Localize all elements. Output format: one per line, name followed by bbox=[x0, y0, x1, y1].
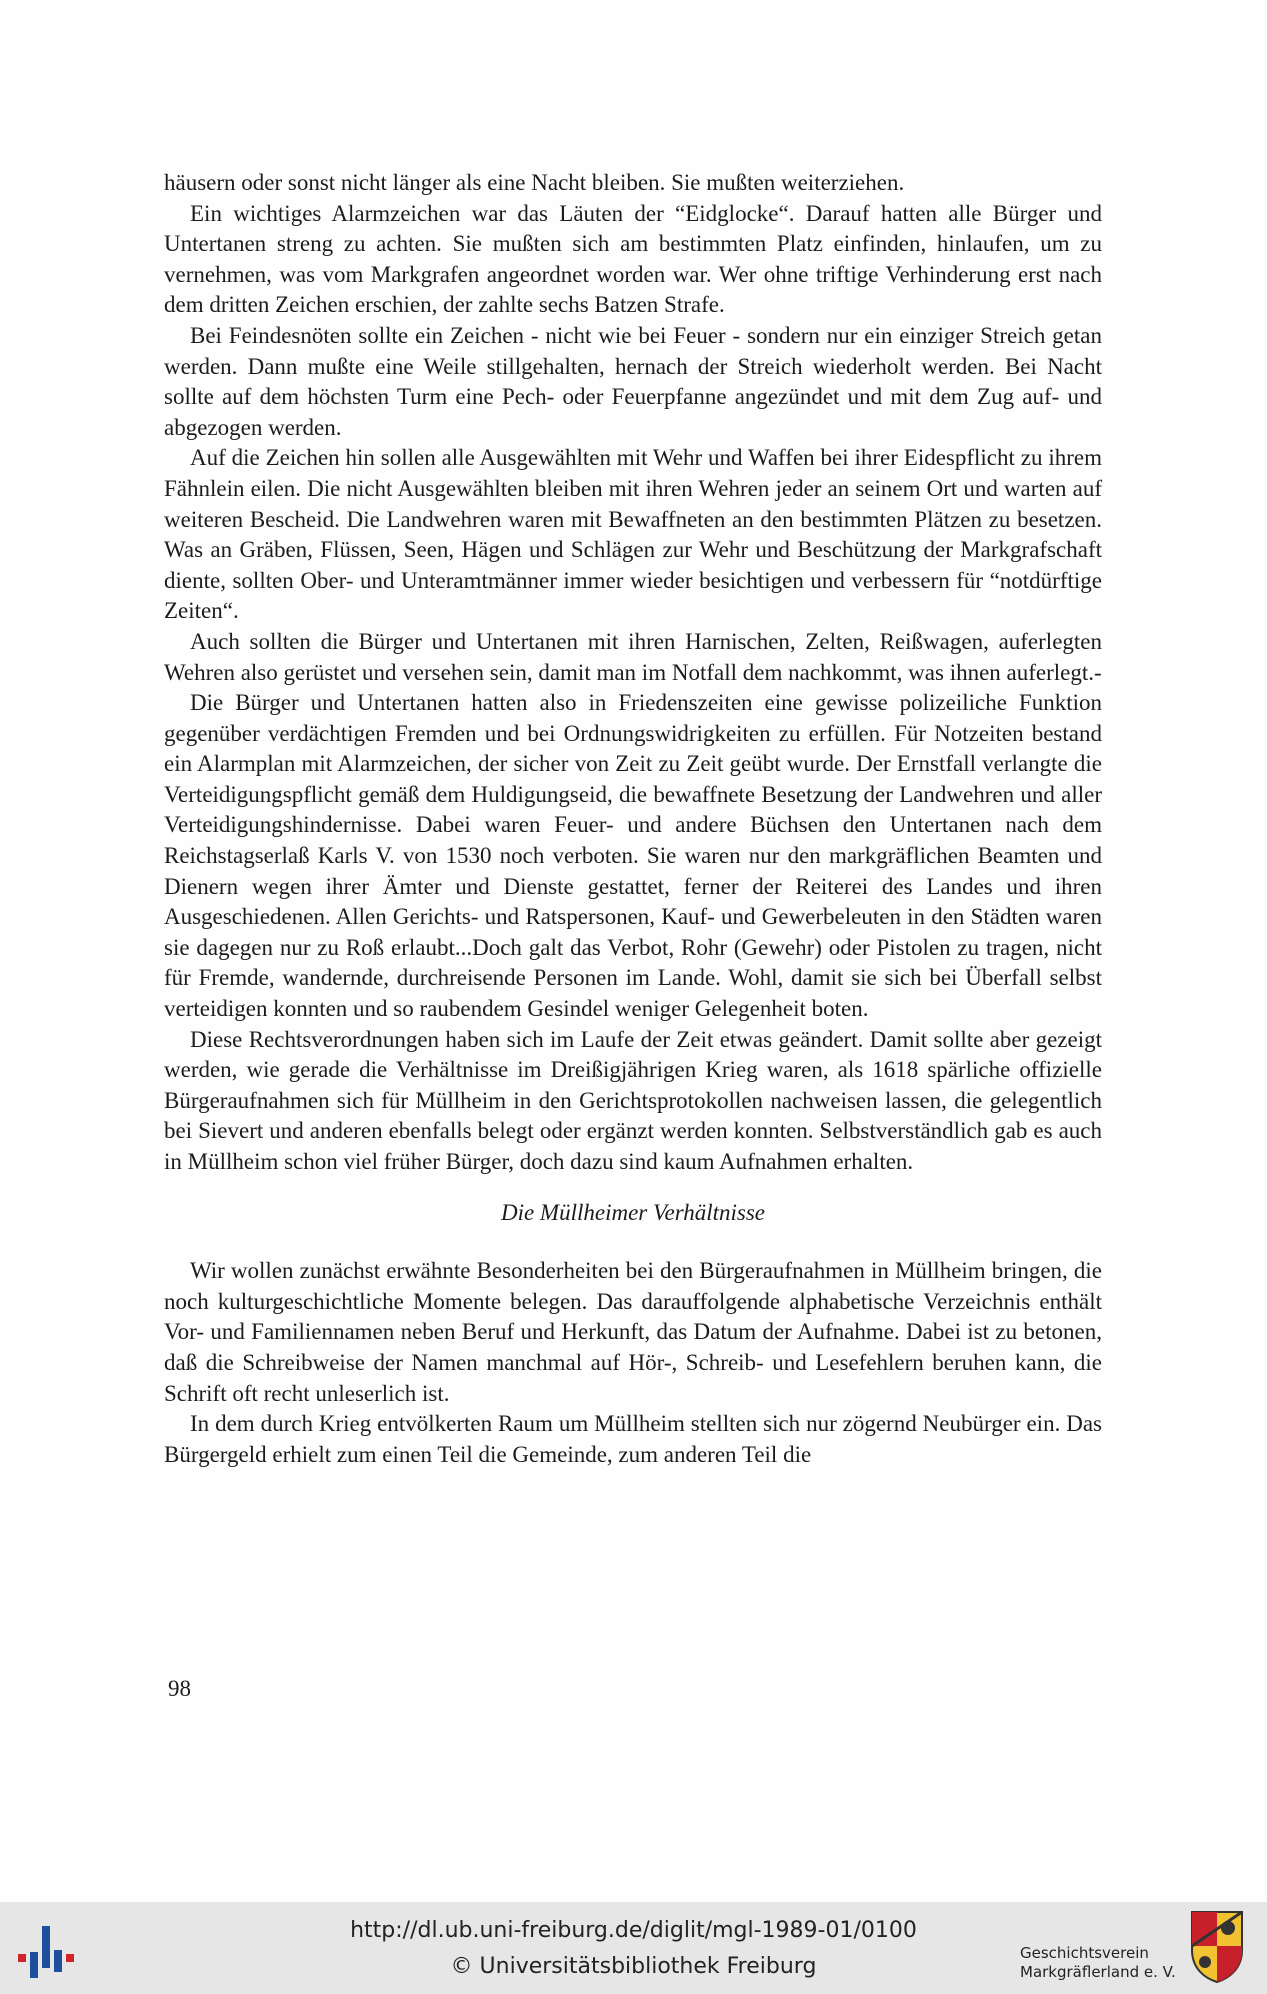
copyright-notice: © Universitätsbibliothek Freiburg bbox=[450, 1954, 817, 1979]
paragraph: Die Bürger und Untertanen hatten also in Friedenszeiten eine gewisse polizeiliche Funktion gegenüber verdächtigen Fremden und bei Ordnungswidrigkeiten zu erfüllen. Für Notzeiten bestand ein Alarmplan mit Alarmzeichen, der sicher von Zeit zu Zeit geübt wurde. Der Ernstfall verlangte die Verteidigungspflicht gemäß dem Huldigungseid, die bewaffnete Besetzung der Landwehren und aller Verteidigungshindernisse. Dabei waren Feuer- und andere Büchsen den Untertanen nach dem Reichstagserlaß Karls V. von 1530 noch verboten. Sie waren nur den markgräflichen Beamten und Dienern wegen ihrer Ämter und Dienste gestattet, ferner der Reiterei des Landes und ihren Ausgeschiedenen. Allen Gerichts- und Ratspersonen, Kauf- und Gewerbeleuten in den Städten waren sie dagegen nur zu Roß erlaubt...Doch galt das Verbot, Rohr (Gewehr) oder Pistolen zu tragen, nicht für Fremde, wandernde, durchreisende Personen im Lande. Wohl, damit sie sich bei Überfall selbst verteidigen konnten und so raubendem Gesindel weniger Gelegenheit boten. bbox=[164, 690, 1102, 1022]
society-name bbox=[1020, 1944, 1176, 1982]
page-number: 98 bbox=[168, 1676, 191, 1701]
paragraph: Diese Rechtsverordnungen haben sich im Laufe der Zeit etwas geändert. Damit sollte aber gezeigt werden, wie gerade die Verhältnisse im Dreißigjährigen Krieg waren, als 1618 spärliche offizielle Bürgeraufnahmen sich für Müllheim in den Gerichtsprotokollen nachweisen lassen, die gelegentlich bei Sievert und anderen ebenfalls belegt oder ergänzt werden konnten. Selbstverständlich gab es auch in Müllheim schon viel früher Bürger, doch dazu sind kaum Aufnahmen erhalten. bbox=[164, 1026, 1102, 1174]
paragraph: In dem durch Krieg entvölkerten Raum um Müllheim stellten sich nur zögernd Neubürger ein. Das Bürgergeld erhielt zum einen Teil die Gemeinde, zum anderen Teil die bbox=[164, 1411, 1102, 1467]
society-name-line: Geschichtsverein bbox=[1020, 1944, 1149, 1962]
society-name-line: Markgräflerland e. V. bbox=[1020, 1963, 1176, 1981]
paragraph: Auch sollten die Bürger und Untertanen mit ihren Harnischen, Zelten, Reißwagen, auferlegten Wehren also gerüstet und versehen sein, damit man im Notfall dem nachkommt, was ihnen auferlegt.- bbox=[164, 628, 1102, 685]
permalink-url[interactable]: http://dl.ub.uni-freiburg.de/diglit/mgl-1989-01/0100 bbox=[350, 1918, 917, 1943]
paragraph: Ein wichtiges Alarmzeichen war das Läuten der “Eidglocke“. Darauf hatten alle Bürger und Untertanen streng zu achten. Sie mußten sich am bestimmten Platz einfinden, hinlaufen, um zu vernehmen, was vom Markgrafen angeordnet worden war. Wer ohne triftige Verhinderung erst nach dem dritten Zeichen erschien, der zahlte sechs Batzen Strafe. bbox=[164, 200, 1102, 318]
paragraph: Wir wollen zunächst erwähnte Besonderheiten bei den Bürgeraufnahmen in Müllheim bringen, die noch kulturgeschichtliche Momente belegen. Das darauffolgende alphabetische Verzeichnis enthält Vor- und Familiennamen neben Beruf und Herkunft, das Datum der Aufnahme. Dabei ist zu betonen, daß die Schreibweise der Namen manchmal auf Hör-, Schreib- und Lesefehlern beruhen kann, die Schrift oft recht unleserlich ist. bbox=[164, 1258, 1102, 1406]
paragraph: Auf die Zeichen hin sollen alle Ausgewählten mit Wehr und Waffen bei ihrer Eidespflicht zu ihrem Fähnlein eilen. Die nicht Ausgewählten bleiben mit ihren Wehren jeder an seinem Ort und warten auf weiteren Bescheid. Die Landwehren waren mit Bewaffneten an den bestimmten Plätzen zu besetzen. Was an Gräben, Flüssen, Seen, Hägen und Schlägen zur Wehr und Beschützung der Markgrafschaft diente, sollten Ober- und Unteramtmänner immer wieder besichtigen und verbessern für “notdürftige Zeiten“. bbox=[164, 445, 1102, 624]
section-heading: Die Müllheimer Verhältnisse bbox=[500, 1199, 766, 1225]
paragraph: Bei Feindesnöten sollte ein Zeichen - nicht wie bei Feuer - sondern nur ein einziger Streich getan werden. Dann mußte eine Weile stillgehalten, hernach der Streich wiederholt werden. Bei Nacht sollte auf dem höchsten Turm eine Pech- oder Feuerpfanne angezündet und mit dem Zug auf- und abgezogen werden. bbox=[164, 322, 1102, 440]
footer-bar bbox=[0, 1902, 1267, 1994]
paragraph: häusern oder sonst nicht länger als eine Nacht bleiben. Sie mußten weiterziehen. bbox=[164, 170, 905, 195]
coat-of-arms-icon bbox=[1190, 1910, 1244, 1984]
body-text bbox=[164, 168, 1102, 1470]
